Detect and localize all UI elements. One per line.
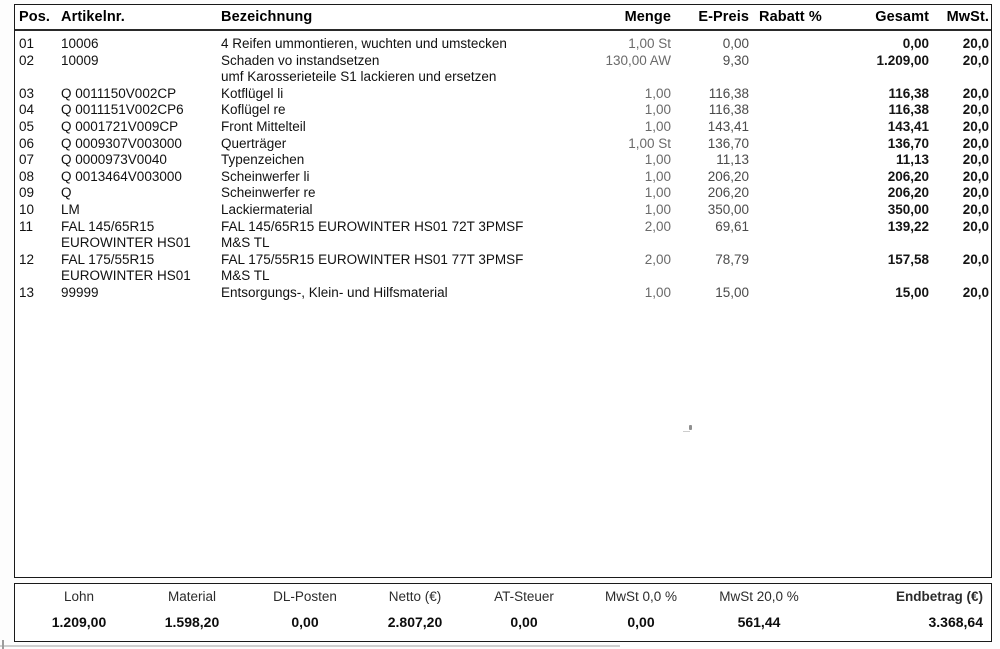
totals-value-material: 1.598,20	[164, 614, 220, 630]
cell-bezeichnung: Scheinwerfer li	[221, 168, 310, 184]
cell-menge: 1,00	[644, 168, 671, 184]
cell-bezeichnung: FAL 175/55R15 EUROWINTER HS01 77T 3PMSF	[221, 251, 524, 267]
totals-value-dl-posten: 0,00	[291, 614, 319, 630]
cell-artikelnr-line2: EUROWINTER HS01	[61, 268, 191, 284]
cell-mwst: 20,0	[962, 119, 989, 134]
cell-artikelnr: Q 0011151V002CP6	[61, 102, 184, 118]
cell-mwst: 20,0	[962, 218, 989, 234]
cell-artikelnr: 10009	[61, 52, 99, 68]
totals-label-netto: Netto (€)	[388, 589, 442, 604]
cell-menge: 1,00	[644, 119, 671, 134]
totals-value-lohn: 1.209,00	[51, 614, 107, 630]
cell-gesamt: 206,20	[887, 185, 929, 201]
cell-mwst: 20,0	[962, 135, 989, 151]
table-row[interactable]	[15, 35, 991, 52]
cell-artikelnr: FAL 145/65R15	[61, 218, 155, 234]
cell-gesamt: 157,58	[887, 251, 929, 267]
cell-artikelnr: 99999	[61, 285, 99, 300]
cell-gesamt: 136,70	[887, 135, 929, 151]
totals-value-at-steuer: 0,00	[510, 614, 538, 630]
cell-pos: 13	[19, 285, 35, 300]
cell-pos: 06	[19, 135, 35, 151]
cell-epreis: 9,30	[722, 52, 749, 68]
cell-artikelnr: FAL 175/55R15	[61, 251, 155, 267]
cell-pos: 05	[19, 119, 35, 134]
cell-gesamt: 139,22	[887, 218, 929, 234]
cell-gesamt: 11,13	[895, 152, 929, 168]
cell-mwst: 20,0	[962, 168, 989, 184]
cell-menge: 1,00	[644, 102, 671, 118]
cell-gesamt: 116,38	[888, 85, 929, 101]
column-header-gesamt: Gesamt	[875, 9, 929, 25]
cell-artikelnr: Q	[61, 185, 72, 201]
cell-bezeichnung: Querträger	[221, 135, 287, 151]
column-header-menge: Menge	[624, 9, 671, 25]
table-row[interactable]	[15, 52, 991, 85]
cell-bezeichnung: Kotflügel li	[221, 85, 284, 101]
cell-bezeichnung: Lackiermaterial	[221, 202, 313, 217]
cell-menge: 2,00	[644, 251, 671, 267]
cell-menge: 1,00	[644, 285, 671, 300]
totals-label-material: Material	[167, 589, 216, 604]
totals-value-endbetrag: 3.368,64	[928, 614, 983, 630]
cell-bezeichnung: Schaden vo instandsetzen	[221, 52, 380, 68]
cell-pos: 03	[19, 85, 35, 101]
cell-mwst: 20,0	[962, 251, 989, 267]
totals-value-mwst-20: 561,44	[737, 614, 781, 630]
cell-mwst: 20,0	[962, 285, 989, 300]
cell-bezeichnung: FAL 145/65R15 EUROWINTER HS01 72T 3PMSF	[221, 218, 524, 234]
table-row[interactable]	[15, 168, 991, 185]
cell-epreis: 69,61	[715, 218, 749, 234]
table-row[interactable]	[15, 85, 991, 102]
totals-value-netto: 2.807,20	[387, 614, 443, 630]
totals-label-dl-posten: DL-Posten	[273, 589, 337, 604]
column-header-artikelnr: Artikelnr.	[61, 9, 125, 25]
cell-epreis: 136,70	[707, 135, 749, 151]
column-header-mwst: MwSt.	[946, 9, 989, 25]
cell-bezeichnung: Front Mittelteil	[221, 119, 306, 134]
cell-menge: 2,00	[644, 218, 671, 234]
cell-artikelnr: Q 0013464V003000	[61, 168, 182, 184]
cell-gesamt: 1.209,00	[876, 52, 929, 68]
cell-artikelnr-line2: EUROWINTER HS01	[61, 235, 191, 251]
cell-artikelnr: Q 0009307V003000	[61, 135, 182, 151]
cell-menge: 130,00 AW	[605, 52, 671, 68]
cell-bezeichnung-line2: umf Karosserieteile S1 lackieren und ersetzen	[221, 69, 497, 85]
cell-mwst: 20,0	[962, 152, 989, 168]
cell-bezeichnung: Entsorgungs-, Klein- und Hilfsmaterial	[221, 285, 448, 300]
cell-artikelnr: LM	[61, 202, 80, 217]
table-row[interactable]	[15, 284, 991, 301]
cell-mwst: 20,0	[962, 85, 989, 101]
cell-epreis: 116,38	[708, 85, 749, 101]
table-row[interactable]	[15, 218, 991, 251]
cell-epreis: 206,20	[707, 185, 749, 201]
cell-pos: 07	[19, 152, 35, 168]
cell-mwst: 20,0	[962, 52, 989, 68]
table-row[interactable]	[15, 201, 991, 218]
totals-value-mwst-0: 0,00	[627, 614, 655, 630]
cell-menge: 1,00	[644, 85, 671, 101]
totals-label-mwst-0: MwSt 0,0 %	[604, 589, 678, 604]
cell-epreis: 11,13	[716, 152, 749, 168]
page-left-edge	[2, 640, 4, 649]
table-row[interactable]	[15, 251, 991, 284]
column-header-epreis: E-Preis	[698, 9, 749, 25]
cell-pos: 04	[19, 102, 35, 118]
cell-epreis: 143,41	[707, 119, 749, 134]
cell-menge: 1,00 St	[628, 36, 671, 51]
column-header-bezeichnung: Bezeichnung	[221, 9, 313, 25]
cell-pos: 09	[19, 185, 35, 201]
cell-artikelnr: Q 0001721V009CP	[61, 119, 179, 134]
table-row[interactable]	[15, 101, 991, 118]
cell-artikelnr: Q 0000973V0040	[61, 152, 167, 168]
cell-gesamt: 15,00	[895, 285, 929, 300]
cell-bezeichnung: 4 Reifen ummontieren, wuchten und umstecken	[221, 36, 507, 51]
table-row[interactable]	[15, 118, 991, 135]
scan-artifact-speck	[689, 425, 692, 430]
cell-bezeichnung: Scheinwerfer re	[221, 185, 316, 201]
totals-summary-box	[14, 583, 992, 642]
totals-label-lohn: Lohn	[63, 589, 95, 604]
line-items-table	[14, 4, 992, 578]
cell-epreis: 78,79	[715, 251, 749, 267]
totals-label-endbetrag: Endbetrag (€)	[895, 589, 983, 604]
cell-pos: 01	[19, 36, 35, 51]
cell-pos: 08	[19, 168, 35, 184]
cell-pos: 02	[19, 52, 35, 68]
cell-mwst: 20,0	[962, 185, 989, 201]
table-row[interactable]	[15, 151, 991, 168]
cell-bezeichnung: Koflügel re	[221, 102, 286, 118]
cell-mwst: 20,0	[962, 102, 989, 118]
cell-menge: 1,00 St	[628, 135, 671, 151]
cell-epreis: 0,00	[722, 36, 749, 51]
cell-pos: 12	[19, 251, 35, 267]
cell-menge: 1,00	[644, 185, 671, 201]
cell-bezeichnung: Typenzeichen	[221, 152, 305, 168]
cell-gesamt: 116,38	[888, 102, 929, 118]
cell-epreis: 206,20	[707, 168, 749, 184]
totals-label-at-steuer: AT-Steuer	[494, 589, 554, 604]
column-header-rabatt: Rabatt %	[759, 9, 822, 25]
cell-bezeichnung-line2: M&S TL	[221, 235, 270, 251]
cell-menge: 1,00	[644, 202, 671, 217]
table-row[interactable]	[15, 184, 991, 201]
cell-artikelnr: 10006	[61, 36, 99, 51]
cell-gesamt: 206,20	[887, 168, 929, 184]
cell-gesamt: 143,41	[887, 119, 929, 134]
cell-epreis: 15,00	[715, 285, 749, 300]
cell-menge: 1,00	[644, 152, 671, 168]
cell-pos: 10	[19, 202, 35, 217]
cell-mwst: 20,0	[962, 36, 989, 51]
column-header-pos: Pos.	[19, 9, 51, 25]
table-row[interactable]	[15, 135, 991, 152]
header-separator-rule	[15, 29, 991, 31]
cell-epreis: 116,38	[708, 102, 749, 118]
cell-pos: 11	[19, 218, 34, 234]
page-bottom-edge	[0, 645, 620, 647]
totals-label-mwst-20: MwSt 20,0 %	[719, 589, 799, 604]
cell-artikelnr: Q 0011150V002CP	[61, 85, 177, 101]
cell-bezeichnung-line2: M&S TL	[221, 268, 270, 284]
cell-mwst: 20,0	[962, 202, 989, 217]
cell-gesamt: 350,00	[887, 202, 929, 217]
cell-gesamt: 0,00	[902, 36, 929, 51]
cell-epreis: 350,00	[707, 202, 749, 217]
